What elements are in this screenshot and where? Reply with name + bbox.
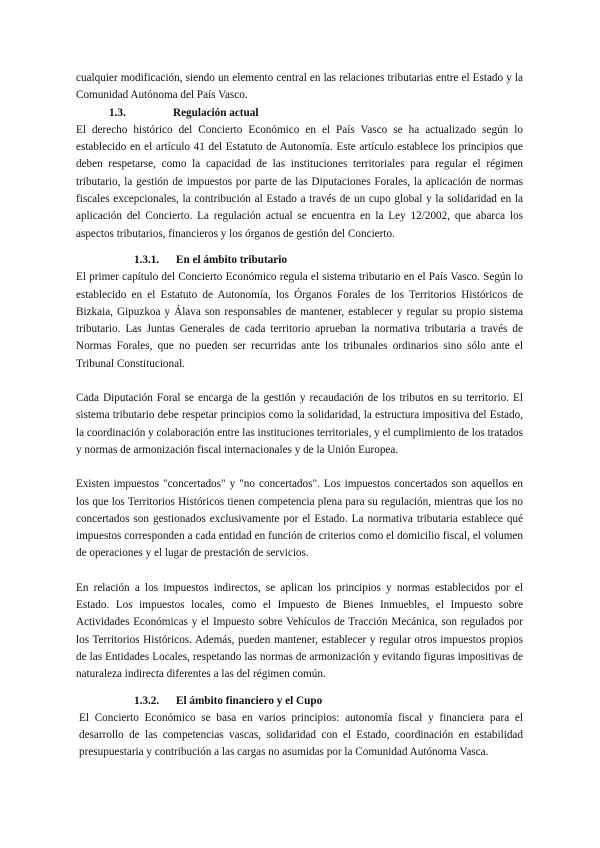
- paragraph: El primer capítulo del Concierto Económico regula el sistema tributario en el País Vasco. Según lo establecido en el Estatuto de Autonomía, los Órganos Forales de los Territorios Históricos de Bizkaia, Gipuzkoa y Álava son responsables de mantener, establecer y regular su propio sistema tributario. Las Juntas Generales de cada territorio aprueban la normativa tributaria a través de Normas Forales, que no pueden ser recurridas ante los tribunales ordinarios sino sólo ante el Tribunal Constitucional.: [76, 271, 523, 370]
- section-1-3-2-paragraph: El Concierto Económico se basa en varios principios: autonomía fiscal y financiera para el desarrollo de las competencias vascas, solidaridad con el Estado, coordinación en estabilidad presupuestaria y contribución a las cargas no asumidas por la Comunidad Autónoma Vasca.: [79, 711, 523, 759]
- document-page: [76, 70, 523, 762]
- paragraph: En relación a los impuestos indirectos, se aplican los principios y normas establecidos por el Estado. Los impuestos locales, como el Impuesto de Bienes Inmuebles, el Impuesto sobre Actividades Económicas y el Impuesto sobre Vehículos de Tracción Mecánica, son regulados por los Territorios Históricos. Además, pueden mantener, establecer y regular otros impuestos propios de las Entidades Locales, respetando las normas de armonización y evitando figuras impositivas de naturaleza indirecta diferentes a las del régimen común.: [76, 581, 523, 681]
- section-number: 1.3.2.: [134, 694, 160, 707]
- section-title: En el ámbito tributario: [176, 253, 287, 266]
- paragraph: Cada Diputación Foral se encarga de la gestión y recaudación de los tributos en su territorio. El sistema tributario debe respetar principios como la solidaridad, la estructura impositiva del Estado, la coordinación y colaboración entre las instituciones territoriales, y el cumplimiento de los tratados y normas de armonización fiscal internacionales y de la Unión Europea.: [76, 392, 523, 456]
- section-number: 1.3.1.: [134, 253, 160, 266]
- section-1-3-paragraph: El derecho histórico del Concierto Económico en el País Vasco se ha actualizado según lo establecido en el artículo 41 del Estatuto de Autonomía. Este artículo establece los principios que deben respetarse, como la capacidad de las instituciones territoriales para regular el régimen tributario, la gestión de impuestos por parte de las Diputaciones Forales, la aplicación de normas fiscales excepcionales, la contribución al Estado a través de un cupo global y la solidaridad en la aplicación del Concierto. La regulación actual se encuentra en la Ley 12/2002, que abarca los aspectos tributarios, financieros y los órganos de gestión del Concierto.: [76, 123, 523, 240]
- section-heading-1-3: [76, 105, 523, 122]
- paragraph: Existen impuestos "concertados" y "no concertados". Los impuestos concertados son aquellos en los que los Territorios Históricos tienen competencia plena para su regulación, mientras que los no concertados son gestionados exclusivamente por el Estado. La normativa tributaria establece qué impuestos corresponden a cada entidad en función de criterios como el domicilio fiscal, el volumen de operaciones y el lugar de prestación de servicios.: [76, 478, 523, 560]
- section-heading-1-3-1: [76, 252, 523, 269]
- section-number: 1.3.: [109, 106, 126, 119]
- section-heading-1-3-2: [76, 693, 523, 710]
- section-title: Regulación actual: [173, 106, 259, 119]
- intro-continuation-paragraph: cualquier modificación, siendo un elemento central en las relaciones tributarias entre el Estado y la Comunidad Autónoma del País Vasco.: [76, 72, 523, 102]
- section-title: El ámbito financiero y el Cupo: [176, 694, 323, 707]
